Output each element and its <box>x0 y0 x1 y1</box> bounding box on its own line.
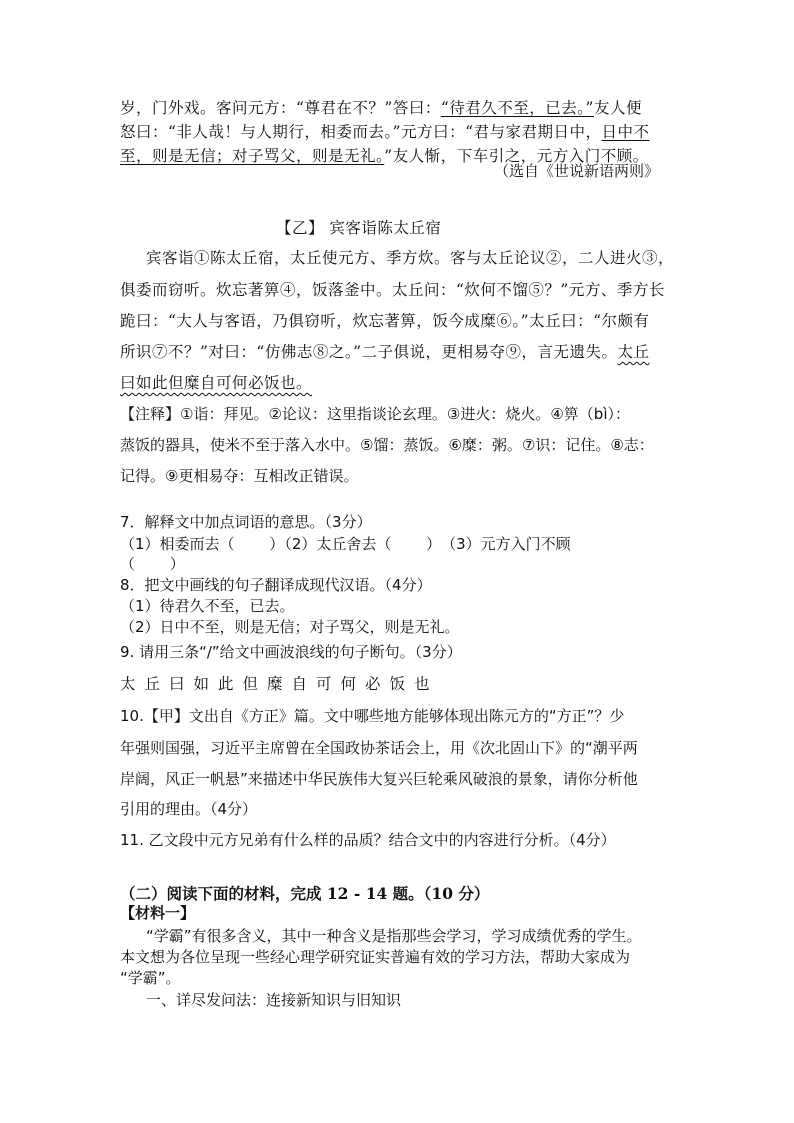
question-10-line-4: 引用的理由。（4分） <box>120 800 258 818</box>
question-7-items: （1）相委而去（ ）（2）太丘舍去（ ） （3）元方入门不顾 <box>120 535 571 553</box>
jia-text: ”友人惭，下车引之，元方入门不顾。 <box>384 147 649 165</box>
underlined-sentence: 至，则是无信；对子骂父，则是无礼。 <box>120 147 385 165</box>
underlined-sentence: “待君久不至，已去。” <box>440 99 594 117</box>
yi-line-3: 跪曰：“大人与客语，乃俱窃听，炊忘著箅，饭今成糜⑥。”太丘曰：“尔颇有 <box>120 312 650 330</box>
question-9: 9. 请用三条“/”给文中画波浪线的句子断句。（3分） <box>120 643 462 661</box>
yi-text: 所识⑦不？”对曰：“仿佛志⑧之。”二子俱说，更相易夺⑨，言无遗失。 <box>120 343 618 361</box>
material-line-3: “学霸”。 <box>120 969 181 987</box>
material-line-4: 一、详尽发问法：连接新知识与旧知识 <box>146 991 402 1009</box>
question-8: 8．把文中画线的句子翻译成现代汉语。（4分） <box>120 576 432 594</box>
yi-line-1: 宾客诣①陈太丘宿，太丘使元方、季方炊。客与太丘论议②，二人进火③， <box>146 249 675 267</box>
notes-line-2: 蒸饭的器具，使米不至于落入水中。⑤馏：蒸饭。⑥糜：粥。⑦识：记住。⑧志： <box>120 436 654 454</box>
jia-line-1 <box>120 98 642 118</box>
yi-line-2: 俱委而窃听。炊忘著箅④，饭落釜中。太丘问：“炊何不馏⑤？”元方、季方长 <box>120 281 665 299</box>
yi-line-5 <box>120 373 312 393</box>
jia-text: 怒曰：“非人哉！与人期行，相委而去。”元方曰：“君与家君期日中， <box>120 123 602 141</box>
question-8-item-1: （1）待君久不至，已去。 <box>120 597 295 615</box>
question-7-blank: （ ） <box>120 555 185 573</box>
question-7: 7．解释文中加点词语的意思。（3分） <box>120 513 372 531</box>
material-line-2: 本文想为各位呈现一些经心理学研究证实普遍有效的学习方法，帮助大家成为 <box>120 948 631 966</box>
yi-line-4 <box>120 342 650 362</box>
underlined-sentence: 日中不 <box>601 123 650 141</box>
material-line-1: “学霸”有很多含义，其中一种含义是指那些会学习，学习成绩优秀的学生。 <box>146 927 642 945</box>
question-11: 11. 乙文段中元方兄弟有什么样的品质？结合文中的内容进行分析。（4分） <box>120 831 616 849</box>
wavy-underlined-sentence: 太丘 <box>617 343 650 361</box>
yi-title: 【乙】 宾客诣陈太丘宿 <box>276 219 442 237</box>
question-10-line-3: 岸阔，风正一帆悬”来描述中华民族伟大复兴巨轮乘风破浪的景象，请你分析他 <box>120 770 638 788</box>
jia-text: 岁，门外戏。客问元方：“尊君在不？”答曰： <box>120 99 441 117</box>
material-1-label: 【材料一】 <box>120 904 196 922</box>
jia-text: 友人便 <box>593 99 642 117</box>
notes-line-3: 记得。⑨更相易夺：互相改正错误。 <box>120 467 359 485</box>
jia-line-2 <box>120 122 650 142</box>
wavy-underlined-sentence: 曰如此但糜自可何必饭也。 <box>120 374 313 392</box>
question-10-line-1: 10.【甲】文出自《方正》篇。文中哪些地方能够体现出陈元方的“方正”？少 <box>120 707 625 725</box>
jia-source: （选自《世说新语两则》 <box>494 162 660 180</box>
notes-line-1: 【注释】①诣：拜见。②论议：这里指谈论玄理。③进火：烧火。④箅（bì）： <box>120 405 630 423</box>
question-8-item-2: （2）日中不至，则是无信；对子骂父，则是无礼。 <box>120 618 460 636</box>
part2-heading: （二）阅读下面的材料，完成 12 - 14 题。（10 分） <box>120 884 490 903</box>
question-9-sentence: 太丘曰如此但糜自可何必饭也 <box>120 675 439 693</box>
question-10-line-2: 年强则国强，习近平主席曾在全国政协茶话会上，用《次北固山下》的“潮平两 <box>120 739 638 757</box>
